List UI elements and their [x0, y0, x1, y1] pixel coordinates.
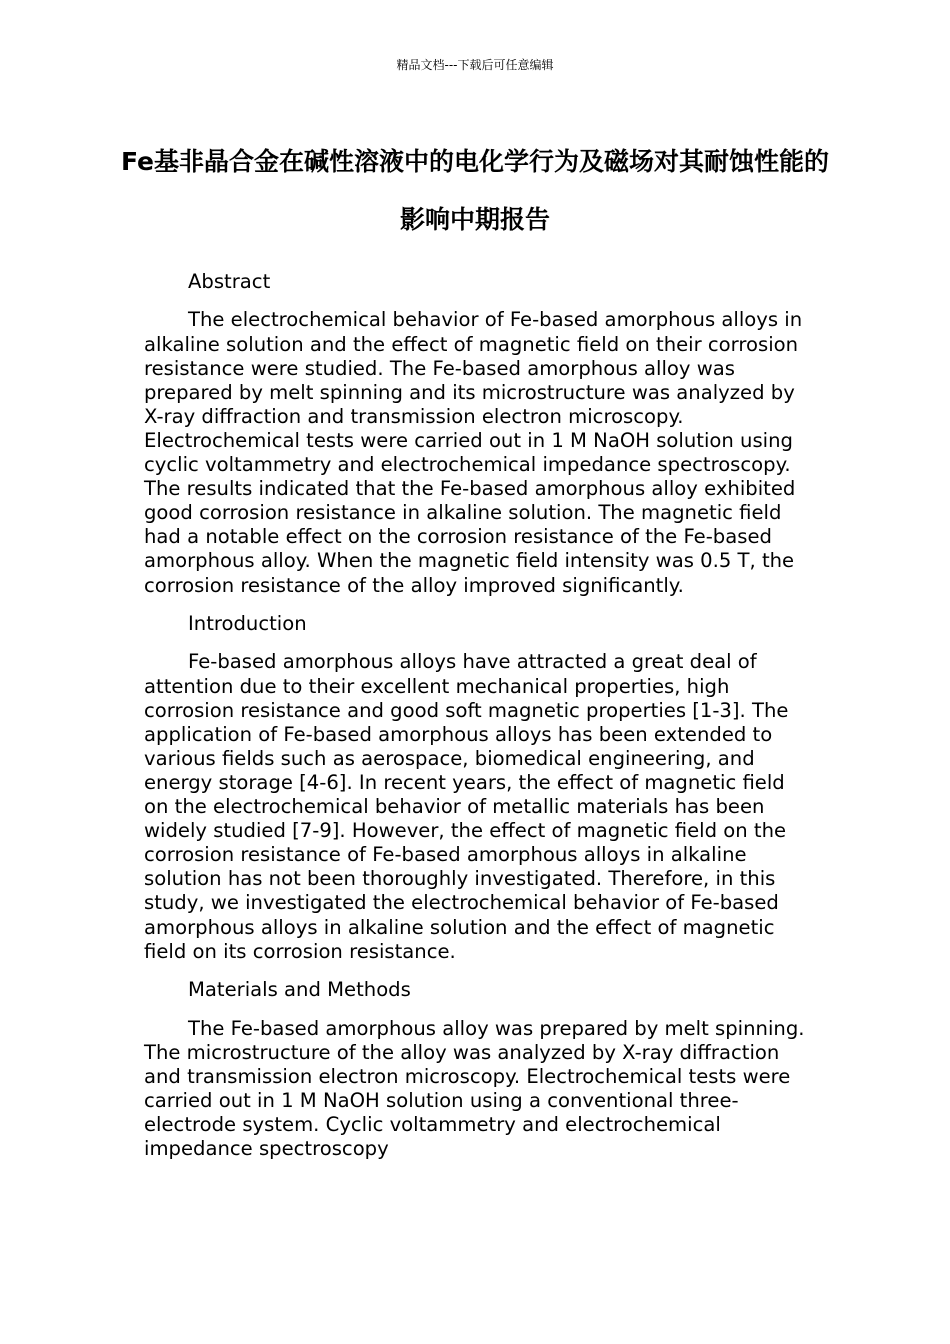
materials-methods-paragraph: The Fe-based amorphous alloy was prepared by melt spinning. The microstructure of the alloy was analyzed by X-ray diffraction and transmission electron microscopy. Electrochemical tests were carried out in 1 M NaOH solution using a conventional three-electrode system. Cyclic voltammetry and electrochemical impedance spectroscopy: [144, 1016, 805, 1161]
section-heading-abstract: Abstract: [188, 270, 271, 293]
section-heading-materials-methods: Materials and Methods: [188, 978, 411, 1002]
document-title: Fe基非晶合金在碱性溶液中的电化学行为及磁场对其耐蚀性能的影响中期报告: [120, 147, 830, 234]
page-header: 精品文档---下载后可任意编辑: [396, 58, 554, 72]
section-heading-introduction: Introduction: [188, 612, 307, 635]
document-body: [144, 270, 812, 1176]
introduction-paragraph: Fe-based amorphous alloys have attracted a great deal of attention due to their excellent mechanical properties, high corrosion resistance and good soft magnetic properties [1-3]. The application of Fe-based amorphous alloys has been extended to various fields such as aerospace, biomedical engineering, and energy storage [4-6]. In recent years, the effect of magnetic field on the electrochemical behavior of metallic materials has been widely studied [7-9]. However, the effect of magnetic field on the corrosion resistance of Fe-based amorphous alloys in alkaline solution has not been thoroughly investigated. Therefore, in this study, we investigated the electrochemical behavior of Fe-based amorphous alloys in alkaline solution and the effect of magnetic field on its corrosion resistance.: [144, 650, 789, 963]
abstract-paragraph: The electrochemical behavior of Fe-based amorphous alloys in alkaline solution and the effect of magnetic field on their corrosion resistance were studied. The Fe-based amorphous alloy was prepared by melt spinning and its microstructure was analyzed by X-ray diffraction and transmission electron microscopy. Electrochemical tests were carried out in 1 M NaOH solution using cyclic voltammetry and electrochemical impedance spectroscopy. The results indicated that the Fe-based amorphous alloy exhibited good corrosion resistance in alkaline solution. The magnetic field had a notable effect on the corrosion resistance of the Fe-based amorphous alloy. When the magnetic field intensity was 0.5 T, the corrosion resistance of the alloy improved significantly.: [144, 308, 803, 597]
